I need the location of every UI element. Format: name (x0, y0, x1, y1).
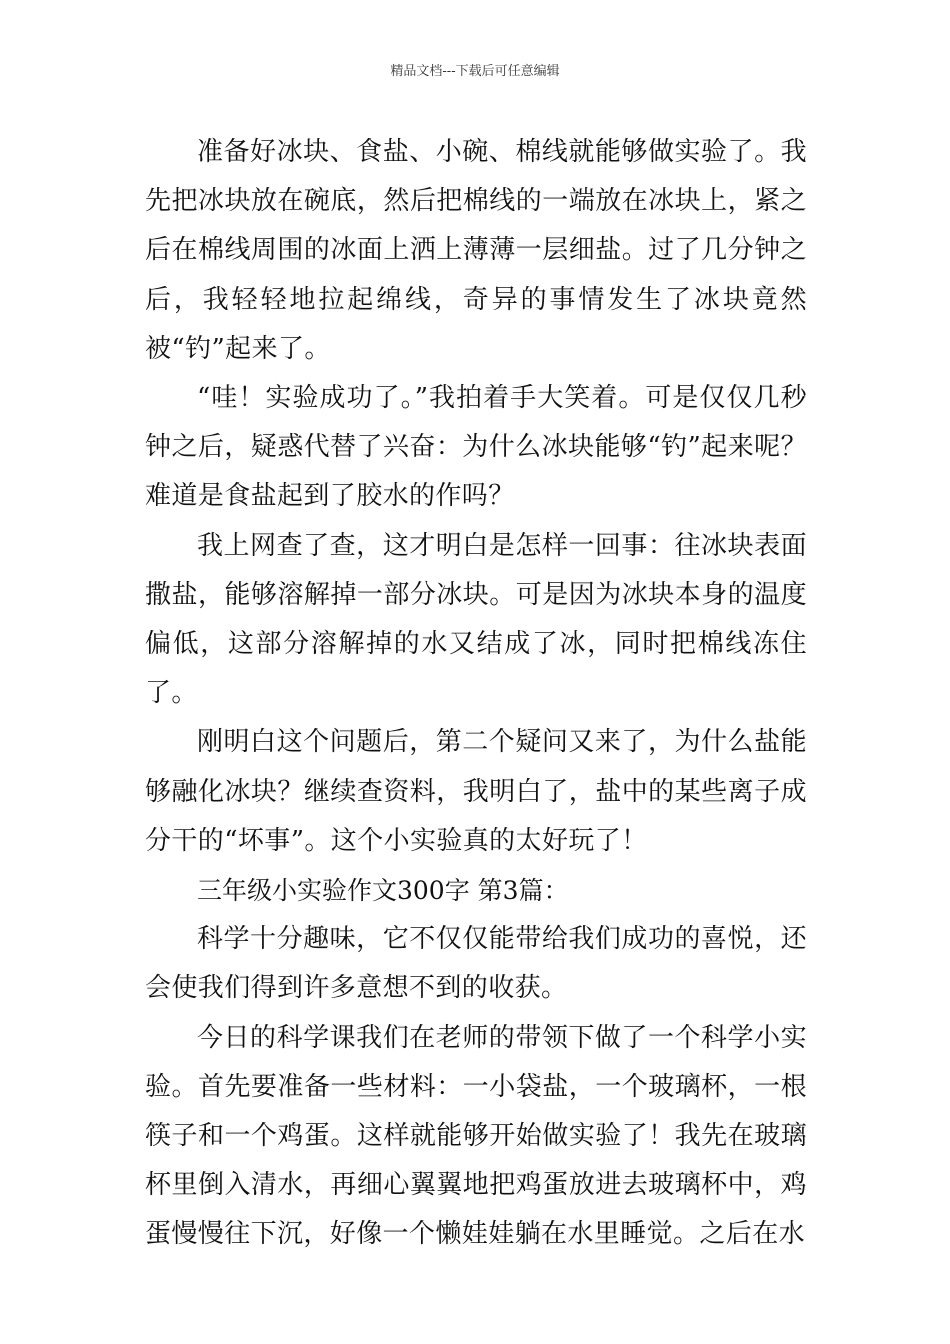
section-paragraph-2: 今日的科学课我们在老师的带领下做了一个科学小实验。首先要准备一些材料：一小袋盐，一个玻璃杯，一根筷子和一个鸡蛋。这样就能够开始做实验了！我先在玻璃杯里倒入清水，再细心翼翼地把鸡蛋放进去玻璃杯中，鸡蛋慢慢往下沉，好像一个懒娃娃躺在水里睡觉。之后在水 (145, 1022, 807, 1250)
section-heading: 三年级小实验作文300字 第3篇： (197, 876, 569, 906)
page-header: 精品文档---下载后可任意编辑 (390, 64, 560, 79)
paragraph-4: 刚明白这个问题后，第二个疑问又来了，为什么盐能够融化冰块？继续查资料，我明白了，盐中的某些离子成分干的“坏事”。这个小实验真的太好玩了！ (145, 727, 807, 856)
section-paragraph-1: 科学十分趣味，它不仅仅能带给我们成功的喜悦，还会使我们得到许多意想不到的收获。 (145, 924, 807, 1004)
paragraph-3: 我上网查了查，这才明白是怎样一回事：往冰块表面撒盐，能够溶解掉一部分冰块。可是因为冰块本身的温度偏低，这部分溶解掉的水又结成了冰，同时把棉线冻住了。 (145, 530, 807, 709)
document-body (145, 128, 807, 1260)
paragraph-2: “哇！实验成功了。”我拍着手大笑着。可是仅仅几秒钟之后，疑惑代替了兴奋：为什么冰块能够“钓”起来呢？难道是食盐起到了胶水的作吗？ (145, 383, 807, 512)
paragraph-1: 准备好冰块、食盐、小碗、棉线就能够做实验了。我先把冰块放在碗底，然后把棉线的一端放在冰块上，紧之后在棉线周围的冰面上洒上薄薄一层细盐。过了几分钟之后，我轻轻地拉起绵线，奇异的事情发生了冰块竟然被“钓”起来了。 (145, 137, 807, 364)
